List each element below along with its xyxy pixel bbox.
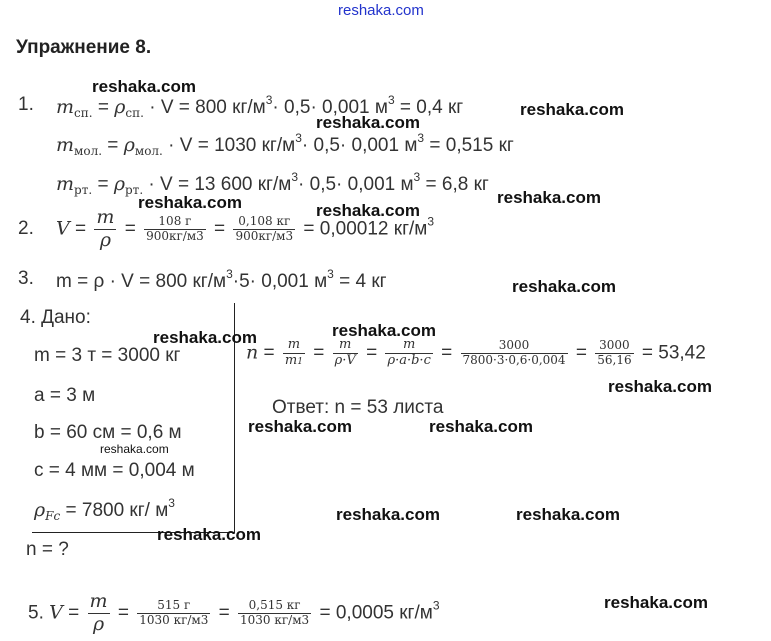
watermark: reshaka.com — [497, 188, 601, 207]
watermark: reshaka.com — [316, 113, 420, 132]
given-a: a = 3 м — [34, 385, 96, 406]
equation-mass-3: m = ρ · V = 800 $кг/м^3\cdot 5\cdot 0,001$ $м^3 = 4$ кг — [56, 267, 387, 292]
equation-volume-2: V = $\frac{m}{\rho}$ = $\frac{108 г}{900кг/м3}$ = $\frac{0,108 кг}{900кг/м3}$ = 0,00012 $кг/м^3$ — [56, 206, 435, 251]
given-find: n = ? — [26, 539, 69, 560]
watermark-top: reshaka.com — [338, 2, 424, 19]
watermark: reshaka.com — [316, 201, 420, 220]
equation-density-3: $m_{рт.} = \rho_{рт.} \cdot V = 13$ 600 $кг/м^3\cdot 0,5\cdot 0,001$ $м^3 = 6,8$ кг — [56, 170, 489, 197]
given-c: c = 4 мм = 0,004 м — [34, 460, 195, 481]
watermark: reshaka.com — [92, 77, 196, 96]
given-mass: m = 3 т = 3000 кг — [34, 345, 181, 366]
equation-density-2: $m_{мол.} = \rho_{мол.} \cdot V = 1030$ $кг/м^3\cdot 0,5\cdot 0,001$ $м^3 = 0,515$ кг — [56, 131, 514, 158]
given-density: $\rho_{Fc} = 7800$ кг/ $м^3$ — [34, 496, 175, 523]
item-3-number: 3. — [18, 268, 34, 289]
watermark: reshaka.com — [138, 193, 242, 212]
watermark: reshaka.com — [153, 328, 257, 347]
watermark: reshaka.com — [336, 505, 440, 524]
watermark: reshaka.com — [516, 505, 620, 524]
watermark: reshaka.com — [332, 321, 436, 340]
watermark: reshaka.com — [157, 525, 261, 544]
watermark: reshaka.com — [248, 417, 352, 436]
exercise-title: Упражнение 8. — [16, 37, 152, 58]
item-2-number: 2. — [18, 218, 34, 239]
given-b: b = 60 см = 0,6 м — [34, 422, 182, 443]
watermark: reshaka.com — [520, 100, 624, 119]
watermark: reshaka.com — [100, 442, 169, 456]
item-4-given-label: 4. Дано: — [20, 307, 91, 328]
item-1-number: 1. — [18, 94, 34, 115]
answer-4: Ответ: n = 53 листа — [272, 397, 444, 418]
watermark: reshaka.com — [429, 417, 533, 436]
solution-4-equation: n = $\frac{m}{m1}$ = $\frac{m}{\rho\cdot V}$ = $\frac{m}{\rho\cdot a\cdot b\cdot c}$ = $\frac{3000}{7800\cdot 3\cdot 0,6\cdot 0,004}$ = $\frac{3000}{56,16}$ = 53,42 — [246, 337, 706, 368]
equation-density-1: $m_{сп.} = \rho_{сп.} \cdot V = 800$ $кг/м^3\cdot 0,5\cdot 0,001$ $м^3 = 0,4$ кг — [56, 93, 464, 120]
watermark: reshaka.com — [512, 277, 616, 296]
watermark: reshaka.com — [604, 593, 708, 612]
watermark: reshaka.com — [608, 377, 712, 396]
equation-volume-5: 5. V = $\frac{m}{\rho}$ = $\frac{515 г}{1030 кг/м3}$ = $\frac{0,515 кг}{1030 кг/м3}$ = 0,0005 $кг/м^3$ — [28, 590, 440, 635]
